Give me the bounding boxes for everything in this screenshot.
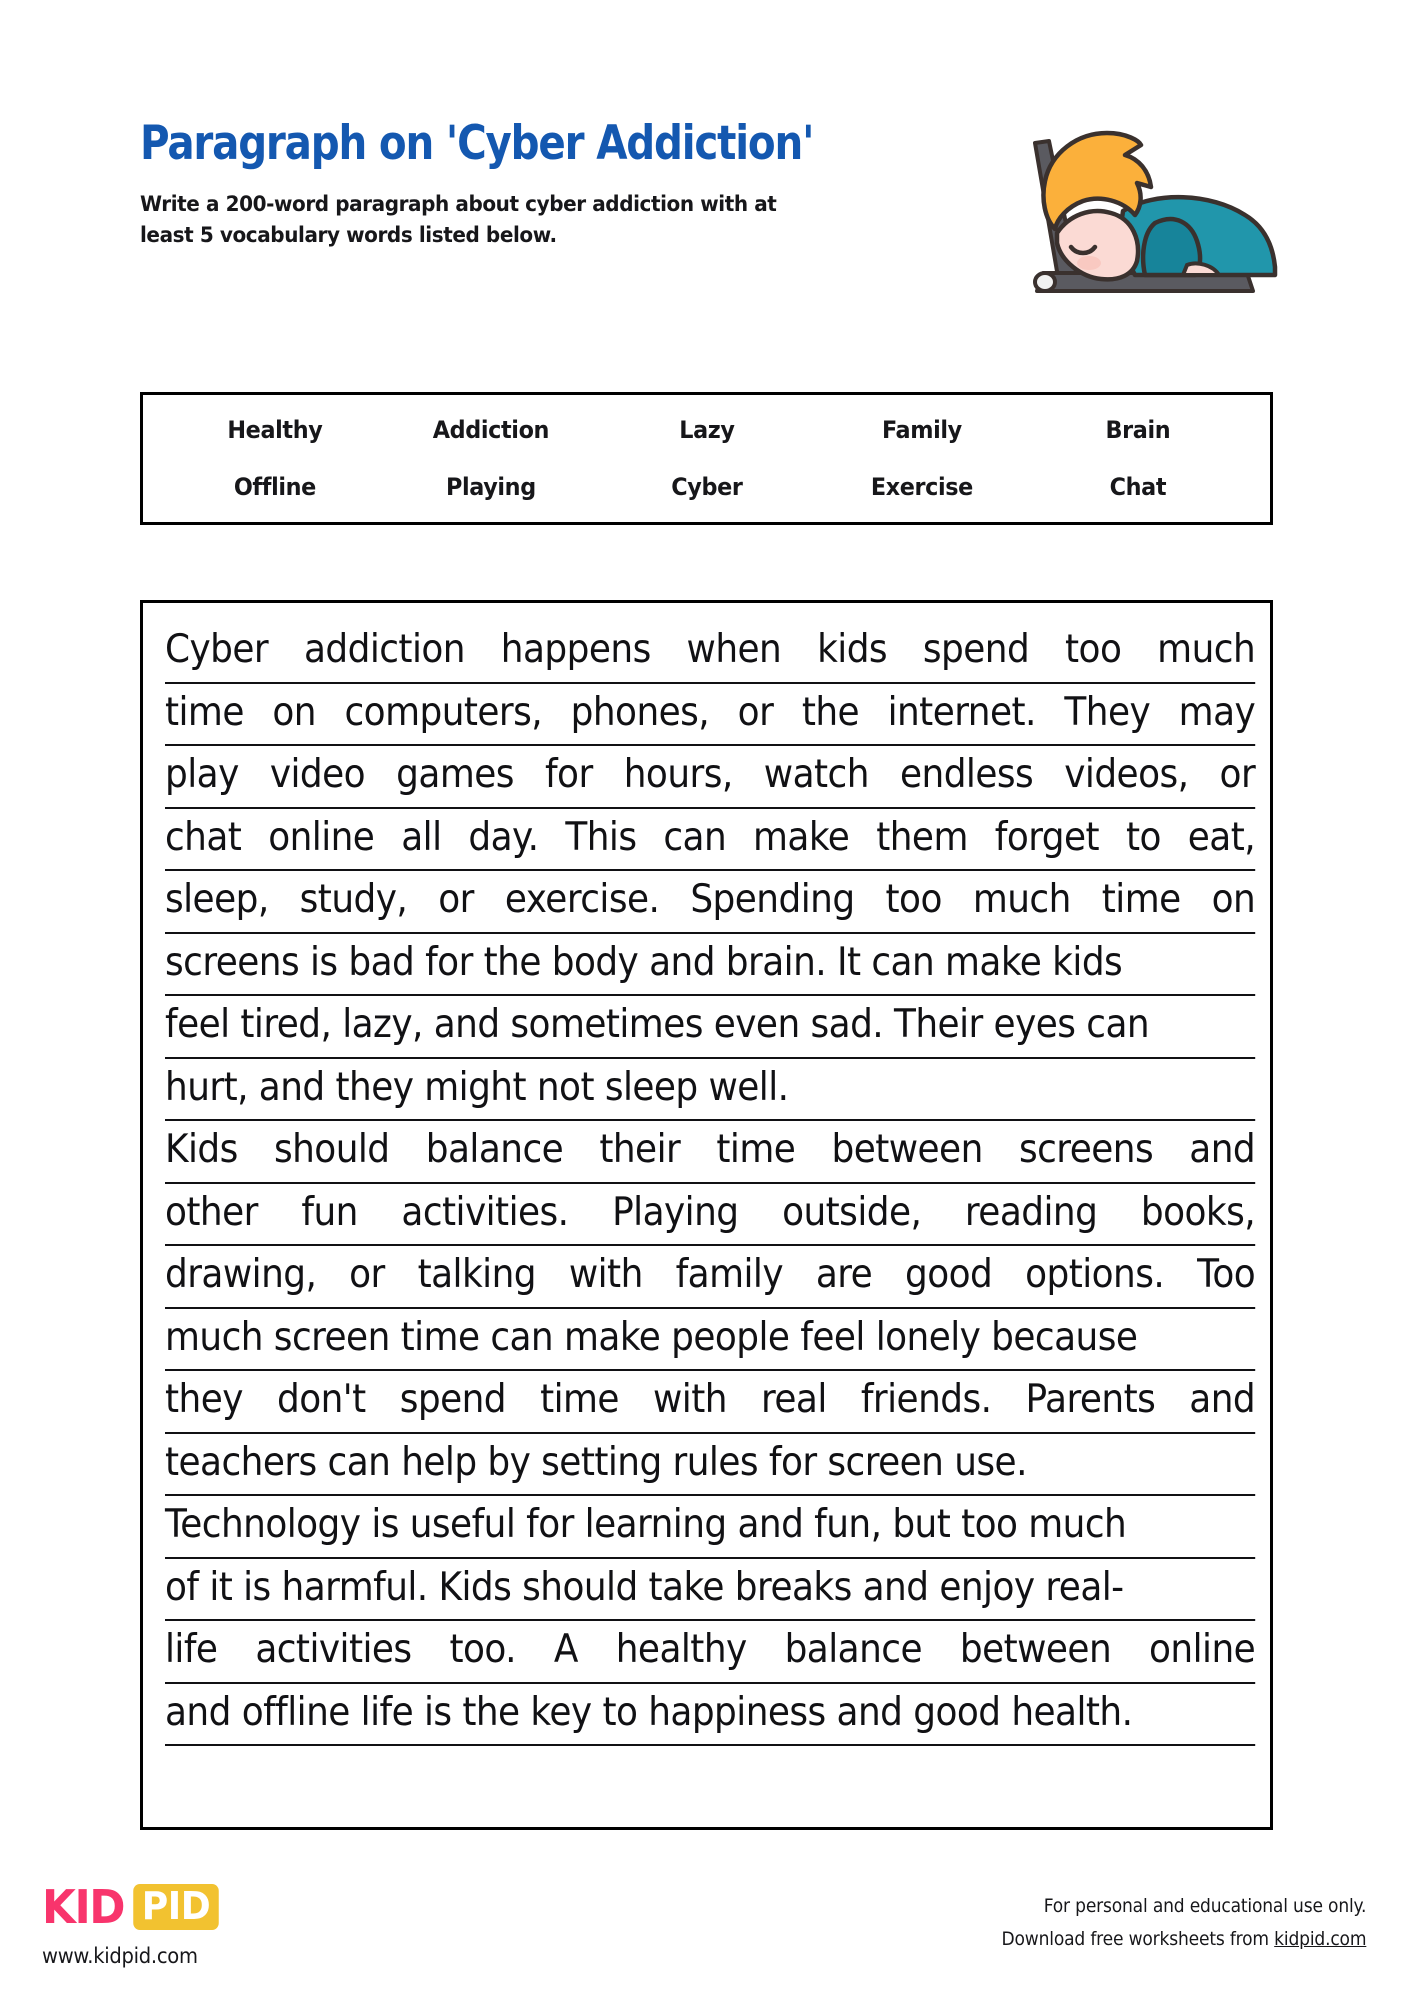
paragraph-line bbox=[165, 1246, 1255, 1309]
paragraph-word: family bbox=[675, 1252, 784, 1297]
paragraph-word: healthy bbox=[615, 1627, 747, 1672]
vocab-word: Cyber bbox=[670, 473, 743, 502]
paragraph-word: reading bbox=[964, 1189, 1098, 1235]
vocab-word: Addiction bbox=[432, 415, 549, 444]
paragraph-word: spend bbox=[399, 1377, 507, 1422]
paragraph-line bbox=[165, 1121, 1255, 1184]
paragraph-word: endless bbox=[899, 752, 1034, 797]
footer-notice bbox=[1001, 1890, 1366, 1957]
paragraph-line: screens is bad for the body and brain. It can make kids bbox=[165, 934, 1255, 997]
paragraph-word: too. bbox=[449, 1627, 516, 1672]
vocab-word: Family bbox=[882, 415, 963, 444]
paragraph-word: activities bbox=[255, 1627, 412, 1672]
paragraph-word: them bbox=[876, 814, 968, 860]
paragraph-word: sleep, bbox=[165, 877, 269, 922]
paragraph-word: good bbox=[905, 1252, 993, 1297]
paragraph-word: time bbox=[716, 1127, 796, 1172]
paragraph-word: videos, bbox=[1064, 752, 1189, 797]
paragraph-word: on bbox=[272, 689, 316, 735]
paragraph-word: they bbox=[165, 1377, 243, 1422]
paragraph-word: phones, bbox=[570, 689, 710, 735]
paragraph-word: with bbox=[568, 1252, 643, 1297]
paragraph-word: video bbox=[269, 752, 366, 797]
paragraph-line: and offline life is the key to happiness and good health. bbox=[165, 1684, 1255, 1747]
paragraph-word: computers, bbox=[344, 689, 543, 735]
paragraph-line: much screen time can make people feel lonely because bbox=[165, 1309, 1255, 1372]
paragraph-word: happens bbox=[500, 627, 651, 672]
logo-wordmark bbox=[42, 1880, 222, 1934]
paragraph-word: should bbox=[273, 1127, 390, 1172]
worksheet-header bbox=[140, 116, 1300, 320]
paragraph-word: their bbox=[599, 1127, 681, 1172]
paragraph-word: kids bbox=[817, 627, 888, 672]
paragraph-line bbox=[165, 684, 1255, 747]
paragraph-word: to bbox=[1125, 814, 1161, 860]
paragraph-word: between bbox=[959, 1627, 1112, 1672]
paragraph-word: time bbox=[165, 689, 244, 735]
paragraph-word: and bbox=[1189, 1127, 1256, 1172]
paragraph-word: balance bbox=[784, 1627, 922, 1672]
page-title: Paragraph on 'Cyber Addiction' bbox=[140, 116, 814, 171]
paragraph-word: Kids bbox=[165, 1127, 238, 1172]
vocab-word: Brain bbox=[1105, 415, 1171, 444]
paragraph-word: games bbox=[396, 752, 514, 797]
paragraph-word: too bbox=[885, 877, 942, 922]
paragraph-word: don't bbox=[276, 1377, 366, 1422]
paragraph-word: options. bbox=[1025, 1252, 1165, 1297]
paragraph-word: other bbox=[165, 1189, 258, 1235]
paragraph-word: play bbox=[165, 752, 239, 797]
paragraph-word: the bbox=[801, 689, 860, 735]
paragraph-word: on bbox=[1211, 877, 1256, 922]
vocab-row-1 bbox=[167, 401, 1246, 459]
vocab-word: Chat bbox=[1109, 473, 1167, 502]
paragraph-word: much bbox=[1157, 627, 1256, 672]
paragraph-word: are bbox=[815, 1252, 873, 1297]
logo-website-url: www.kidpid.com bbox=[42, 1944, 198, 1968]
paragraph-word: screens bbox=[1018, 1127, 1154, 1172]
vocab-word: Playing bbox=[445, 473, 536, 502]
paragraph-line: Technology is useful for learning and fun, but too much bbox=[165, 1496, 1255, 1559]
paragraph-word: balance bbox=[425, 1127, 564, 1172]
vocab-word: Offline bbox=[233, 473, 316, 502]
paragraph-word: or bbox=[438, 877, 474, 922]
paragraph-word: books, bbox=[1140, 1189, 1256, 1235]
vocabulary-word-bank bbox=[140, 392, 1273, 525]
paragraph-word: Spending bbox=[690, 877, 855, 922]
paragraph-word: time bbox=[540, 1377, 619, 1422]
paragraph-line bbox=[165, 871, 1255, 934]
page-footer bbox=[0, 1880, 1414, 2000]
paragraph-line: of it is harmful. Kids should take breaks and enjoy real- bbox=[165, 1559, 1255, 1622]
paragraph-line bbox=[165, 809, 1255, 872]
paragraph-word: fun bbox=[301, 1189, 358, 1235]
paragraph-word: online bbox=[268, 814, 375, 860]
paragraph-word: day. bbox=[468, 814, 539, 860]
paragraph-word: talking bbox=[417, 1252, 537, 1297]
paragraph-word: may bbox=[1178, 689, 1256, 735]
paragraph-word: much bbox=[972, 877, 1071, 922]
vocab-word: Lazy bbox=[678, 415, 735, 444]
paragraph-line bbox=[165, 746, 1255, 809]
paragraph-word: They bbox=[1064, 689, 1151, 735]
paragraph-word: forget bbox=[994, 814, 1100, 860]
paragraph-word: or bbox=[1219, 752, 1256, 797]
paragraph-word: too bbox=[1065, 627, 1122, 672]
paragraph-line bbox=[165, 1184, 1255, 1247]
paragraph-word: drawing, bbox=[165, 1252, 317, 1297]
paragraph-word: life bbox=[165, 1627, 218, 1672]
paragraph-word: or bbox=[349, 1252, 385, 1297]
paragraph-word: spend bbox=[922, 627, 1030, 672]
header-text-block bbox=[140, 116, 1010, 251]
paragraph-line bbox=[165, 621, 1255, 684]
paragraph-word: Cyber bbox=[165, 627, 269, 672]
paragraph-word: Playing bbox=[612, 1189, 739, 1235]
paragraph-line: teachers can help by setting rules for screen use. bbox=[165, 1434, 1255, 1497]
paragraph-word: make bbox=[753, 814, 850, 860]
paragraph-word: internet. bbox=[887, 689, 1036, 735]
boy-slumped-on-laptop-icon bbox=[1015, 115, 1280, 305]
paragraph-word: addiction bbox=[303, 627, 465, 672]
paragraph-word: between bbox=[831, 1127, 983, 1172]
paragraph-line: hurt, and they might not sleep well. bbox=[165, 1059, 1255, 1122]
paragraph-word: for bbox=[544, 752, 593, 797]
paragraph-word: and bbox=[1189, 1377, 1256, 1422]
vocab-row-2 bbox=[167, 459, 1246, 517]
paragraph-word: time bbox=[1101, 877, 1181, 922]
paragraph-word: Parents bbox=[1025, 1377, 1156, 1422]
paragraph-word: real bbox=[760, 1377, 827, 1422]
paragraph-word: online bbox=[1149, 1627, 1256, 1672]
paragraph-word: activities. bbox=[401, 1189, 569, 1235]
paragraph-answer-area[interactable] bbox=[140, 600, 1273, 1830]
paragraph-word: friends. bbox=[860, 1377, 992, 1422]
footer-notice-line-2 bbox=[1001, 1923, 1366, 1956]
kidpid-logo[interactable] bbox=[42, 1880, 222, 1968]
paragraph-line: feel tired, lazy, and sometimes even sad. Their eyes can bbox=[165, 996, 1255, 1059]
footer-notice-prefix: Download free worksheets from bbox=[1001, 1928, 1274, 1951]
paragraph-word: with bbox=[653, 1377, 727, 1422]
paragraph-word: outside, bbox=[782, 1189, 922, 1235]
paragraph-word: all bbox=[401, 814, 442, 860]
paragraph-word: A bbox=[553, 1627, 578, 1672]
footer-notice-line-1: For personal and educational use only. bbox=[1043, 1895, 1366, 1917]
logo-kid-text: KID bbox=[42, 1880, 125, 1934]
logo-pid-badge: PID bbox=[134, 1884, 220, 1930]
paragraph-word: or bbox=[737, 689, 774, 735]
vocab-word: Healthy bbox=[227, 415, 323, 444]
kidpid-link[interactable]: kidpid.com bbox=[1273, 1928, 1366, 1951]
paragraph-line bbox=[165, 1621, 1255, 1684]
paragraph-word: Too bbox=[1197, 1252, 1256, 1297]
instructions-text: Write a 200-word paragraph about cyber addiction with at least 5 vocabulary words listed below. bbox=[140, 192, 777, 249]
paragraph-word: eat, bbox=[1187, 814, 1256, 860]
paragraph-word: exercise. bbox=[504, 877, 660, 922]
paragraph-word: study, bbox=[299, 877, 408, 922]
paragraph-line bbox=[165, 1371, 1255, 1434]
paragraph-word: can bbox=[663, 814, 727, 860]
paragraph-word: watch bbox=[763, 752, 869, 797]
paragraph-word: when bbox=[686, 627, 782, 672]
paragraph-word: This bbox=[565, 814, 637, 860]
vocab-word: Exercise bbox=[871, 473, 974, 502]
paragraph-word: hours, bbox=[623, 752, 733, 797]
paragraph-word: chat bbox=[165, 814, 242, 860]
